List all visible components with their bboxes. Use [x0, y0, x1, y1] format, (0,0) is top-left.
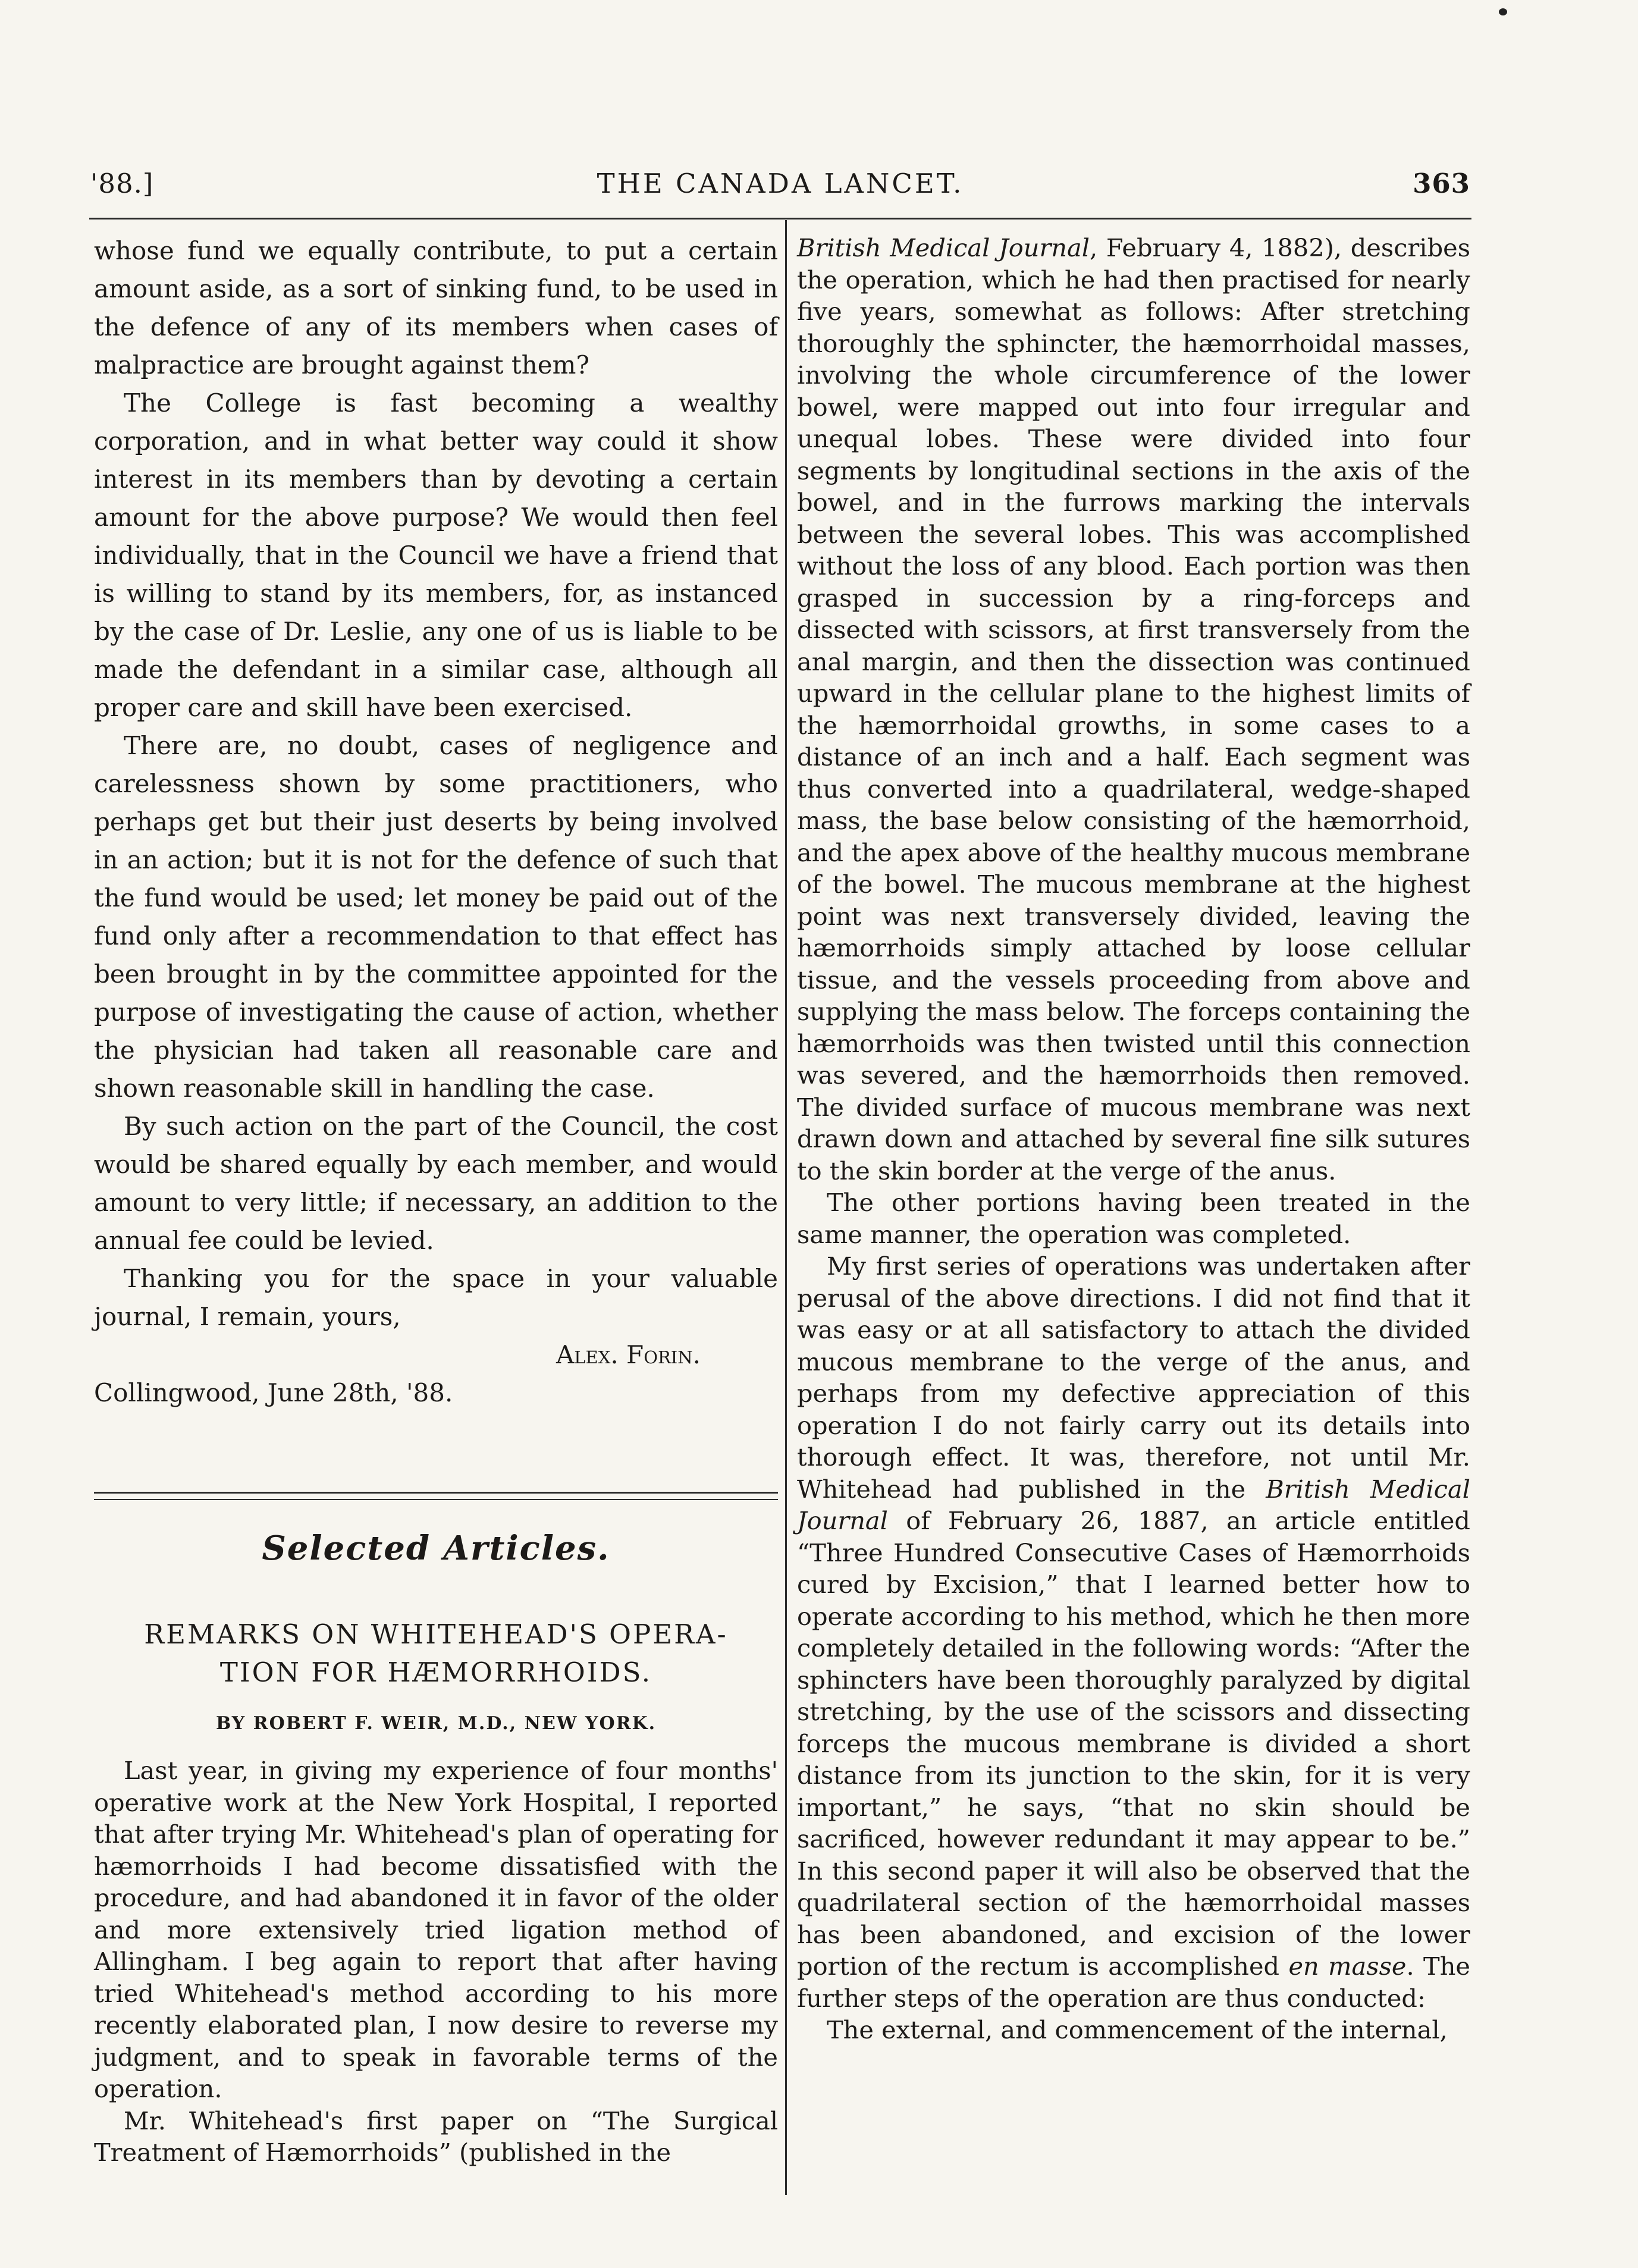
article-paragraph: My first series of operations was undertaken after perusal of the above directions. I did not find that it was easy or at all satisfactory to attach the divided mucous membrane to the verge of the anus, and perhaps from my defective appreciation of this operation I do not fairly carry out its details into thorough effect. It was, therefore, not until Mr. Whitehead had published in the British Medical Journal of February 26, 1887, an article entitled “Three Hundred Consecutive Cases of Hæmorrhoids cured by Excision,” that I learned better how to operate according to his method, which he then more completely detailed in the following words: “After the sphincters have been thoroughly paralyzed by digital stretching, by the use of the scissors and dissecting forceps the mucous membrane is divided a short distance from its junction to the skin, for it is very important,” he says, “that no skin should be sacrificed, however redundant it may appear to be.” In this second paper it will also be observed that the quadrilateral section of the hæmorrhoidal masses has been abandoned, and excision of the lower portion of the rectum is accomplished en masse. The further steps of the operation are thus conducted:: [797, 1251, 1470, 2013]
letter-signature: Alex. Forin.: [556, 1340, 701, 1369]
article-title-line: REMARKS ON WHITEHEAD'S OPERA-: [144, 1618, 728, 1650]
header-year: '88.]: [90, 168, 154, 199]
article-title-line: TION FOR HÆMORRHOIDS.: [219, 1657, 652, 1688]
article-left-body: [94, 1755, 778, 2169]
right-column: [797, 232, 1470, 2046]
ink-mark: [1499, 8, 1507, 15]
section-rule-bottom: [94, 1499, 778, 1500]
column-divider: [785, 220, 787, 2195]
letter-paragraph: Thanking you for the space in your valuable journal, I remain, yours,: [94, 1264, 778, 1331]
journal-name: British Medical Journal: [797, 233, 1090, 262]
article-paragraph: Last year, in giving my experience of four months' operative work at the New York Hospital, I reported that after trying Mr. Whitehead's plan of operating for hæmorrhoids I had become dissatisfied with the procedure, and had abandoned it in favor of the older and more extensively tried ligation method of Allingham. I beg again to report that after having tried Whitehead's method according to his more recently elaborated plan, I now desire to reverse my judgment, and to speak in favorable terms of the operation.: [94, 1756, 778, 2103]
letter-place-date: Collingwood, June 28th, '88.: [94, 1378, 453, 1407]
page-number: 363: [1413, 168, 1470, 199]
article-paragraph: British Medical Journal, February 4, 1882), describes the operation, which he had then practised for nearly five years, somewhat as follows: After stretching thoroughly the sphincter, the hæmorrhoidal masses, involving the whole circumference of the lower bowel, were mapped out into four irregular and unequal lobes. These were divided into four segments by longitudinal sections in the axis of the bowel, and in the furrows marking the intervals between the several lobes. This was accomplished without the loss of any blood. Each portion was then grasped in succession by a ring-forceps and dissected with scissors, at first transversely from the anal margin, and then the dissection was continued upward in the cellular plane to the highest limits of the hæmorrhoidal growths, in some cases to a distance of an inch and a half. Each segment was thus converted into a quadrilateral, wedge-shaped mass, the base below consisting of the hæmorrhoid, and the apex above of the healthy mucous membrane of the bowel. The mucous membrane at the highest point was next transversely divided, leaving the hæmorrhoids simply attached by loose cellular tissue, and the vessels proceeding from above and supplying the mass below. The forceps containing the hæmorrhoids was then twisted until this connection was severed, and the hæmorrhoids then removed. The divided surface of mucous membrane was next drawn down and attached by several fine silk sutures to the skin border at the verge of the anus.: [797, 233, 1470, 1185]
running-header: [90, 168, 1470, 209]
section-heading: Selected Articles.: [262, 1529, 610, 1568]
article-paragraph: Mr. Whitehead's first paper on “The Surgical Treatment of Hæmorrhoids” (published in the: [94, 2106, 778, 2167]
article-paragraph: The external, and commencement of the internal,: [827, 2015, 1448, 2044]
article-byline: BY ROBERT F. WEIR, M.D., NEW YORK.: [215, 1713, 657, 1734]
journal-name: British Medical Journal: [797, 1474, 1470, 1535]
article-title: [94, 1615, 778, 1692]
journal-title: THE CANADA LANCET.: [597, 168, 964, 199]
section-rule-top: [94, 1492, 778, 1494]
letter-paragraph: There are, no doubt, cases of negligence and carelessness shown by some practitioners, who perhaps get but their just deserts by being involved in an action; but it is not for the defence of such that the fund would be used; let money be paid out of the fund only after a recommendation to that effect has been brought in by the committee appointed for the purpose of investigating the cause of action, whether the physician had taken all reasonable care and shown reasonable skill in handling the case.: [94, 731, 778, 1103]
letter-paragraph: The College is fast becoming a wealthy corporation, and in what better way could it show interest in its members than by devoting a certain amount for the above purpose? We would then feel individually, that in the Council we have a friend that is willing to stand by its members, for, as instanced by the case of Dr. Leslie, any one of us is liable to be made the defendant in a similar case, although all proper care and skill have been exercised.: [94, 388, 778, 722]
article-paragraph: The other portions having been treated in the same manner, the operation was completed.: [797, 1188, 1470, 1249]
emphasis-text: en masse: [1288, 1952, 1407, 1981]
letter-paragraph: whose fund we equally contribute, to put a certain amount aside, as a sort of sinking fund, to be used in the defence of any of its members when cases of malpractice are brought against them?: [94, 236, 778, 379]
header-rule: [89, 218, 1471, 219]
left-column: [94, 232, 778, 1412]
letter-paragraph: By such action on the part of the Council, the cost would be shared equally by each member, and would amount to very little; if necessary, an addition to the annual fee could be levied.: [94, 1112, 778, 1255]
